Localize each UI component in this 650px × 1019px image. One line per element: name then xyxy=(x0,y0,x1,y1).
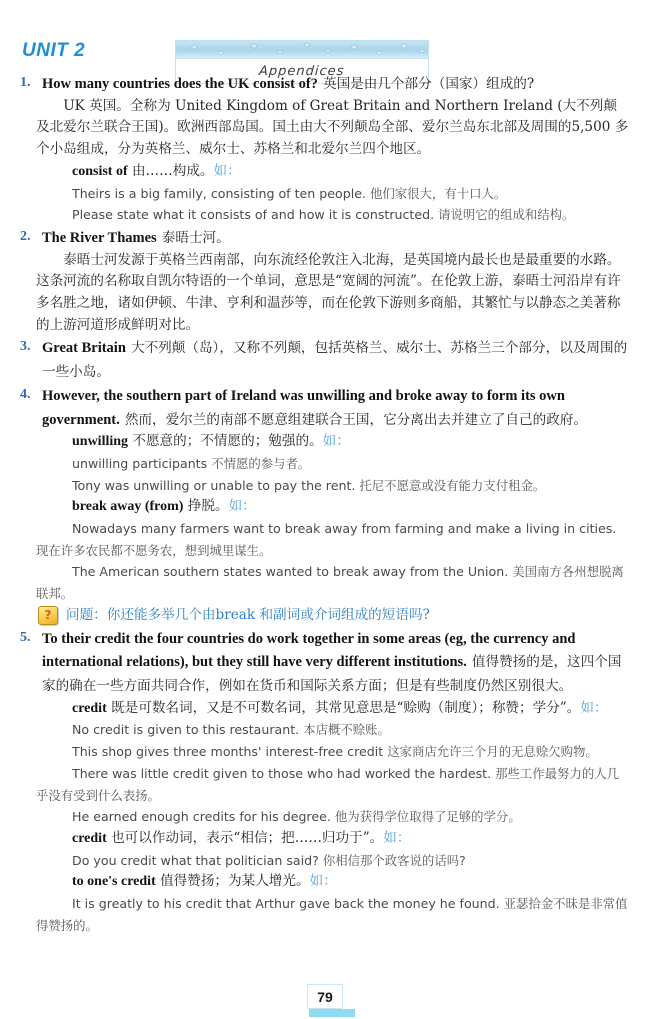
example-zh: 现在许多农民都不愿务农，想到城里谋生。 xyxy=(36,542,272,558)
example-zh: 不情愿的参与者。 xyxy=(211,455,311,471)
phrase-en: consist of xyxy=(72,163,128,179)
example-zh: 本店概不赊账。 xyxy=(303,722,390,738)
example-sentence xyxy=(36,850,630,872)
item-number: 3. xyxy=(20,339,31,355)
example-en: No credit is given to this restaurant. xyxy=(72,722,300,738)
example-label: 如： xyxy=(309,873,337,890)
phrase-zh: 也可以作动词，表示“相信；把……归功于”。 xyxy=(111,829,384,846)
phrase-definition xyxy=(72,431,630,453)
item-title-en: How many countries does the UK consist of? xyxy=(42,76,318,92)
page-content xyxy=(0,72,650,936)
item-title xyxy=(36,226,630,250)
phrase-definition xyxy=(72,161,630,183)
example-zh: 你相信那个政客说的话吗? xyxy=(322,852,466,868)
example-en: Tony was unwilling or unable to pay the rent. xyxy=(72,477,356,493)
item-title-zh: 泰晤士河。 xyxy=(161,229,230,246)
textbook-page xyxy=(0,40,650,1019)
example-sentence xyxy=(36,893,630,936)
phrase-en: unwilling xyxy=(72,434,129,450)
phrase-definition xyxy=(72,698,630,720)
paragraph: UK 英国。全称为 United Kingdom of Great Britain and Northern Ireland (大不列颠及北爱尔兰联合王国)。欧洲西部岛国。国土由大不列颠岛全部、爱尔兰岛东北部及周围的5,500 多个小岛组成，分为英格兰、威尔士、苏格兰和北爱尔兰四个地区。 xyxy=(36,97,629,158)
example-en: This shop gives three months' interest-free credit xyxy=(72,744,384,760)
example-sentence xyxy=(36,183,630,205)
item-title-en: The River Thames xyxy=(42,229,157,246)
unit-title: UNIT 2 xyxy=(22,40,86,61)
item-title-zh: 英国是由几个部分（国家）组成的? xyxy=(323,76,535,92)
example-sentence xyxy=(36,204,630,226)
example-label: 如： xyxy=(383,829,411,846)
page-number-bar xyxy=(309,1009,355,1017)
example-zh: 那些工作最努力的人几乎没有受到什么表扬。 xyxy=(36,765,620,803)
paragraph: 泰晤士河发源于英格兰西南部，向东流经伦敦注入北海，是英国境内最长也是最重要的水路。这条河流的名称取自凯尔特语的一个单词，意思是“宽阔的河流”。在伦敦上游，泰晤士河沿岸有许多名胜之地，诸如伊顿、牛津、亨利和温莎等，而在伦敦下游则多商船，其繁忙与以静态之美著称的上游河道形成鲜明对比。 xyxy=(36,251,621,333)
item-title xyxy=(36,627,630,698)
water-droplets-image xyxy=(175,40,429,58)
phrase-en: to one's credit xyxy=(72,874,156,890)
item-number: 5. xyxy=(20,629,31,645)
example-en: Please state what it consists of and how it is constructed. xyxy=(72,207,435,223)
example-sentence xyxy=(36,561,630,604)
phrase-definition xyxy=(72,828,630,850)
section-label: Appendices xyxy=(258,63,346,79)
example-label: 如： xyxy=(213,162,241,179)
example-en: It is greatly to his credit that Arthur gave back the money he found. xyxy=(72,896,500,912)
list-item xyxy=(0,72,630,226)
example-zh: 他们家很大，有十口人。 xyxy=(369,185,507,201)
question-row xyxy=(38,605,630,627)
example-en: Do you credit what that politician said? xyxy=(72,852,319,868)
example-en: There was little credit given to those who had worked the hardest. xyxy=(72,765,492,781)
phrase-zh: 挣脱。 xyxy=(187,498,229,515)
example-label: 如： xyxy=(322,433,350,450)
example-sentence xyxy=(36,763,630,806)
example-sentence xyxy=(36,806,630,828)
list-item xyxy=(0,384,630,627)
example-en: The American southern states wanted to break away from the Union. xyxy=(72,564,509,580)
phrase-zh: 不愿意的；不情愿的；勉强的。 xyxy=(132,433,323,450)
example-zh: 这家商店允许三个月的无息赊欠购物。 xyxy=(387,744,598,760)
phrase-zh: 值得赞扬；为某人增光。 xyxy=(160,873,310,890)
example-sentence xyxy=(36,453,630,475)
list-item xyxy=(0,627,630,937)
item-title xyxy=(36,336,630,383)
example-sentence xyxy=(36,518,630,561)
item-title-en: Great Britain xyxy=(42,340,126,357)
example-zh: 请说明它的组成和结构。 xyxy=(438,207,575,223)
phrase-en: credit xyxy=(72,700,107,716)
item-number: 1. xyxy=(20,75,31,90)
item-title-en: To their credit the four countries do work together in some areas (eg, the currency and international relations), but they still have very different institutions. xyxy=(42,630,576,671)
example-zh: 美国南方各州想脱离联邦。 xyxy=(36,564,624,602)
example-en: Nowadays many farmers want to break away from farming and make a living in cities. xyxy=(72,521,617,537)
item-title-en: However, the southern part of Ireland was unwilling and broke away to form its own government. xyxy=(42,387,565,428)
page-footer xyxy=(0,984,650,1017)
phrase-en: credit xyxy=(72,830,107,846)
example-zh: 亚瑟拾金不昧是非常值得赞扬的。 xyxy=(36,896,628,933)
item-number: 2. xyxy=(20,228,31,244)
example-en: Theirs is a big family, consisting of ten people. xyxy=(72,185,366,201)
item-title-zh: 值得赞扬的是，这四个国家的确在一些方面共同合作，例如在货币和国际关系方面；但是有些制度仍然区别很大。 xyxy=(42,654,622,694)
item-number: 4. xyxy=(20,386,31,402)
item-title-zh: 然而，爱尔兰的南部不愿意组建联合王国，它分离出去并建立了自己的政府。 xyxy=(124,411,587,428)
example-sentence xyxy=(36,475,630,497)
example-en: unwilling participants xyxy=(72,455,208,471)
question-icon: ? xyxy=(38,606,58,625)
example-en: He earned enough credits for his degree. xyxy=(72,809,331,825)
phrase-en: break away (from) xyxy=(72,499,184,515)
item-title xyxy=(36,72,630,96)
question-text: 问题：你还能多举几个由break 和副词或介词组成的短语吗? xyxy=(66,606,430,623)
phrase-zh: 由……构成。 xyxy=(131,162,214,179)
example-sentence xyxy=(36,719,630,741)
example-label: 如： xyxy=(580,699,608,716)
phrase-definition xyxy=(72,871,630,893)
item-title-zh: 大不列颠（岛），又称不列颠，包括英格兰、威尔士、苏格兰三个部分，以及周围的一些小岛。 xyxy=(42,340,628,381)
list-item xyxy=(0,226,630,337)
phrase-zh: 既是可数名词，又是不可数名词，其常见意思是“赊购（制度）；称赞；学分”。 xyxy=(111,699,581,716)
item-title xyxy=(36,384,630,431)
example-zh: 托尼不愿意或没有能力支付租金。 xyxy=(359,477,546,493)
phrase-definition xyxy=(72,496,630,518)
page-number: 79 xyxy=(307,984,343,1009)
example-sentence xyxy=(36,741,630,763)
example-zh: 他为获得学位取得了足够的学分。 xyxy=(334,809,521,825)
example-label: 如： xyxy=(228,498,256,515)
list-item xyxy=(0,336,630,383)
